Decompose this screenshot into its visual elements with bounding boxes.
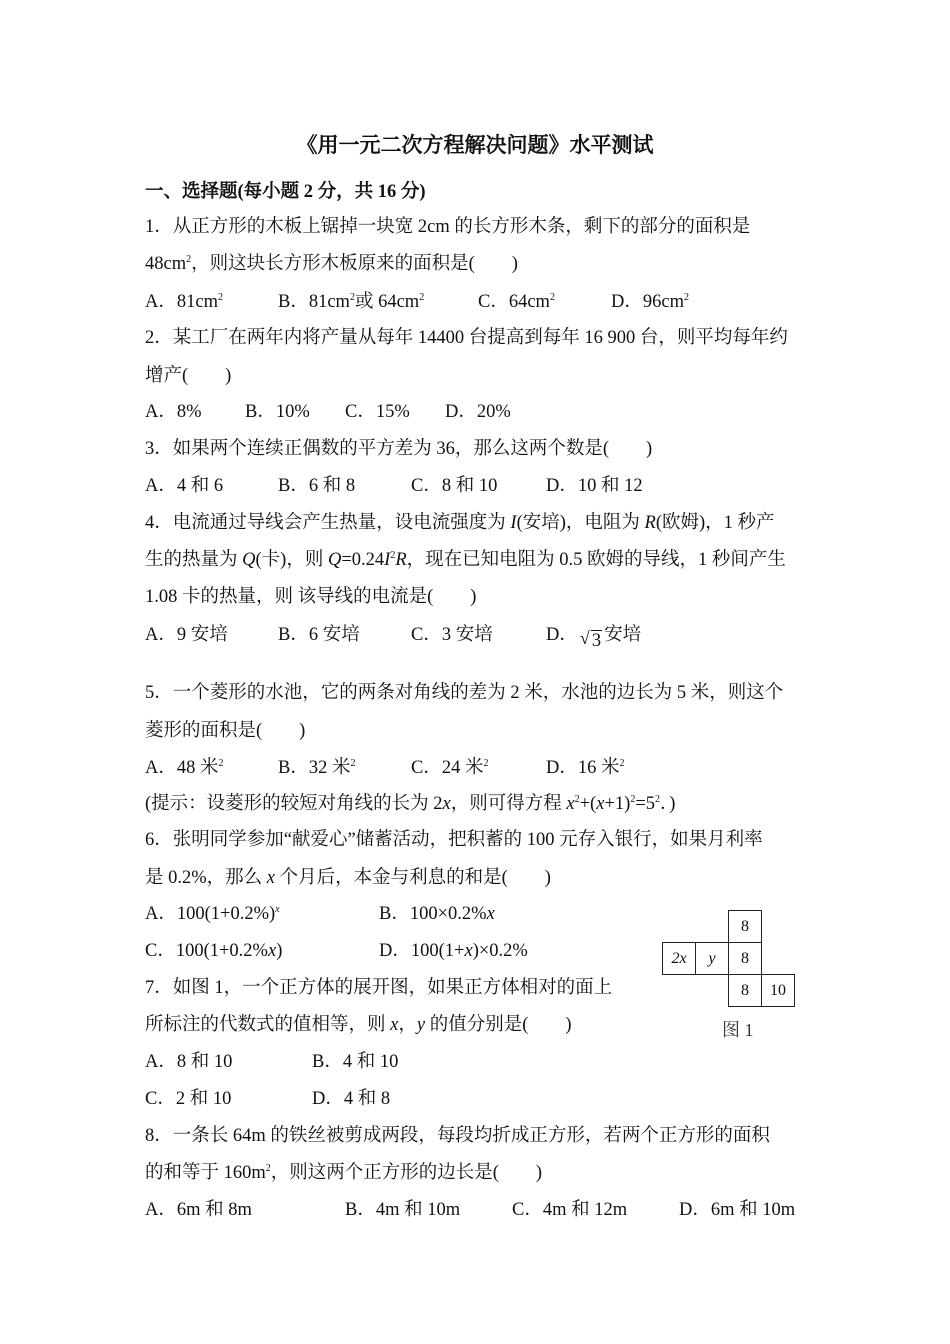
option-b: B．4 和 10 [312,1052,399,1072]
question-4-line-3: 1.08 卡的热量，则 该导线的电流是( ) [145,587,477,607]
option-c: C．100(1+0.2%x) [145,941,283,961]
option-d: D．$96cm^2$ [611,292,689,312]
square-root: √ 3 [579,628,602,651]
option-a: A．$100(1+0.2\%)^x$ [145,904,280,924]
option-a: A．4 和 6 [145,476,224,496]
question-8-line-2: 的和等于 $160m^2$，则这两个正方形的边长是( ) [145,1163,543,1183]
section-heading: 一、选择题(每小题 2 分，共 16 分) [145,182,426,202]
option-b: B．10% [245,402,310,422]
option-d: D．4 和 8 [312,1089,391,1109]
figure-caption: 图 1 [722,1020,754,1040]
option-d: D． √ 3 安培 [546,625,642,651]
option-c: C．4m 和 12m [512,1200,628,1220]
question-4-line-2: 生的热量为 Q(卡)，则 $Q=0.24I^2R$，现在已知电阻为 0.5 欧姆的导线，1 秒间产生 [145,550,786,570]
question-2-line-1: 2．某工厂在两年内将产量从每年 14400 台提高到每年 16 900 台，则平均每年约 [145,328,788,348]
option-c: C．8 和 10 [411,476,498,496]
option-a: A．8 和 10 [145,1052,233,1072]
net-cell: 10 [761,974,795,1007]
question-6-line-1: 6．张明同学参加“献爱心”储蓄活动，把积蓄的 100 元存入银行，如果月利率 [145,830,763,850]
question-7-line-1: 7．如图 1，一个正方体的展开图，如果正方体相对的面上 [145,978,613,998]
option-c: C．2 和 10 [145,1089,232,1109]
net-cell: 8 [728,910,762,943]
option-a: A．$81cm^2$ [145,292,223,312]
question-3-line-1: 3．如果两个连续正偶数的平方差为 36，那么这两个数是( ) [145,439,653,459]
page-title: 《用一元二次方程解决问题》水平测试 [296,133,654,157]
option-a: A．8% [145,402,202,422]
option-d: D．16 米$^2$ [546,758,625,778]
option-c: C．$64cm^2$ [478,292,555,312]
option-a: A．9 安培 [145,625,228,645]
option-d: D．100(1+x)×0.2% [379,941,528,961]
question-4-line-1: 4．电流通过导线会产生热量，设电流强度为 I(安培)，电阻为 R(欧姆)，1 秒产 [145,513,775,533]
net-cell: 8 [728,974,762,1007]
question-5-line-2: 菱形的面积是( ) [145,721,306,741]
option-c: C．15% [345,402,410,422]
option-b: B．4m 和 10m [345,1200,461,1220]
option-b: B．6 和 8 [278,476,356,496]
net-cell: y [695,942,729,975]
question-1-line-2: $48cm^2$，则这块长方形木板原来的面积是( ) [145,254,518,274]
question-2-line-2: 增产( ) [145,366,232,386]
option-a: A．6m 和 8m [145,1200,252,1220]
option-b: B．32 米$^2$ [278,758,356,778]
net-cell: 8 [728,942,762,975]
option-b: B．6 安培 [278,625,360,645]
question-5-hint: (提示：设菱形的较短对角线的长为 2x，则可得方程 $x^2+(x+1)^2=5^2$．) [145,794,676,814]
option-d: D．10 和 12 [546,476,643,496]
cube-net-figure [662,910,796,1006]
option-d: D．20% [445,402,511,422]
net-cell: 2x [662,942,696,975]
question-5-line-1: 5．一个菱形的水池，它的两条对角线的差为 2 米，水池的边长为 5 米，则这个 [145,683,784,703]
question-6-line-2: 是 0.2%，那么 x 个月后，本金与利息的和是( ) [145,868,551,888]
question-1-line-1: 1．从正方形的木板上锯掉一块宽 2cm 的长方形木条，剩下的部分的面积是 [145,217,751,237]
option-d: D．6m 和 10m [679,1200,796,1220]
question-8-line-1: 8．一条长 64m 的铁丝被剪成两段，每段均折成正方形，若两个正方形的面积 [145,1126,770,1146]
option-c: C．24 米$^2$ [411,758,489,778]
option-c: C．3 安培 [411,625,493,645]
question-7-line-2: 所标注的代数式的值相等，则 x，y 的值分别是( ) [145,1015,572,1035]
option-a: A．48 米$^2$ [145,758,224,778]
option-b: B．$81cm^2$或 $64cm^2$ [278,292,425,312]
option-b: B．100×0.2%x [379,904,495,924]
